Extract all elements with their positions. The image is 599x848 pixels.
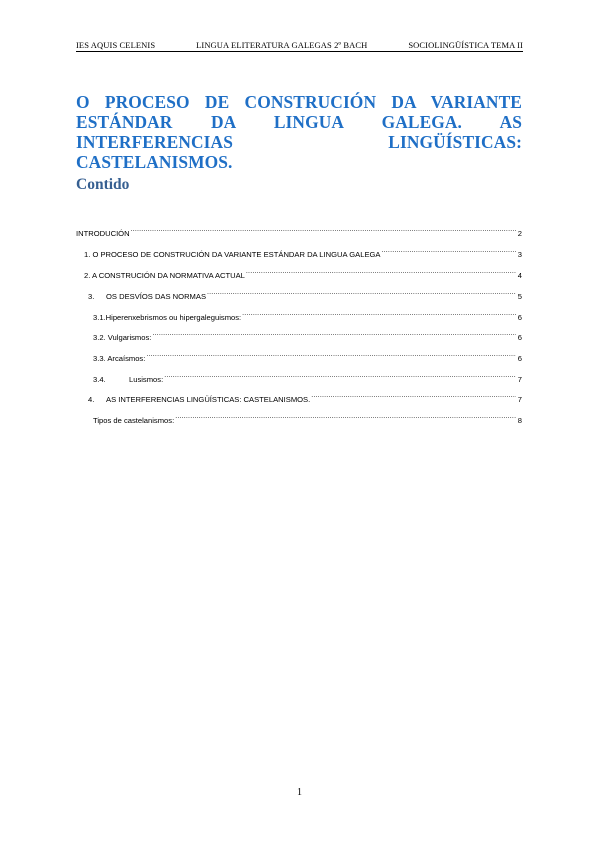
toc-entry-label: 1. O PROCESO DE CONSTRUCIÓN DA VARIANTE ESTÁNDAR DA LINGUA GALEGA [84,250,381,259]
toc-entry-label: 2. A CONSTRUCIÓN DA NORMATIVA ACTUAL [84,271,245,280]
toc-entry-introducion[interactable] [76,224,522,236]
toc-entry-label: AS INTERFERENCIAS LINGÜÍSTICAS: CASTELANISMOS. [106,395,311,404]
toc-entry-section-3-3[interactable] [93,349,522,361]
header-topic: SOCIOLINGÜÍSTICA TEMA II [408,40,523,50]
toc-entry-page: 6 [517,354,522,363]
header-subject: LINGUA ELITERATURA GALEGAS 2º BACH [196,40,368,50]
toc-entry-page: 7 [517,395,522,404]
toc-entry-number: 3.4. [93,375,106,384]
toc-entry-section-3-2[interactable] [93,328,522,340]
header-school: IES AQUIS CELENIS [76,40,156,50]
toc-leader [152,328,515,340]
page-number: 1 [297,787,302,798]
toc-leader [311,390,516,402]
document-title: O PROCESO DE CONSTRUCIÓN DA VARIANTE ESTÁNDAR DA LINGUA GALEGA. AS INTERFERENCIAS LINGÜÍSTICAS: CASTELANISMOS. [76,92,522,172]
toc-entry-page: 6 [517,333,522,342]
toc-leader [131,224,516,236]
toc-entry-section-3-4[interactable] [93,370,522,382]
toc-entry-page: 2 [517,229,522,238]
toc-entry-page: 8 [517,416,522,425]
toc-leader [164,370,516,382]
toc-entry-section-4[interactable] [88,390,522,402]
toc-entry-label: OS DESVÍOS DAS NORMAS [106,292,207,301]
toc-leader [146,349,515,361]
toc-entry-label: 3.1.Hiperenxebrismos ou hipergaleguismos: [93,313,242,322]
toc-entry-page: 3 [517,250,522,259]
toc-entry-tipos-castelanismos[interactable] [93,411,522,423]
toc-leader [382,245,516,257]
toc-entry-label: 3.3. Arcaísmos: [93,354,146,363]
toc-entry-number: 3. [88,292,95,301]
toc-entry-section-3-1[interactable] [93,308,522,320]
toc-entry-section-2[interactable] [84,266,522,278]
page-header [76,36,523,50]
toc-entry-page: 7 [517,375,522,384]
toc-entry-page: 6 [517,313,522,322]
toc-leader [246,266,516,278]
toc-leader [242,308,516,320]
toc-entry-section-3[interactable] [88,287,522,299]
toc-entry-label: INTRODUCIÓN [76,229,130,238]
toc-heading: Contido [76,176,130,193]
toc-leader [207,287,516,299]
toc-entry-label: Lusismos: [129,375,164,384]
toc-entry-number: 4. [88,395,95,404]
toc-entry-label: 3.2. Vulgarismos: [93,333,152,342]
header-rule [76,51,523,52]
toc-entry-page: 5 [517,292,522,301]
toc-entry-section-1[interactable] [84,245,522,257]
toc-leader [175,411,516,423]
toc-entry-label: Tipos de castelanismos: [93,416,175,425]
toc-entry-page: 4 [517,271,522,280]
